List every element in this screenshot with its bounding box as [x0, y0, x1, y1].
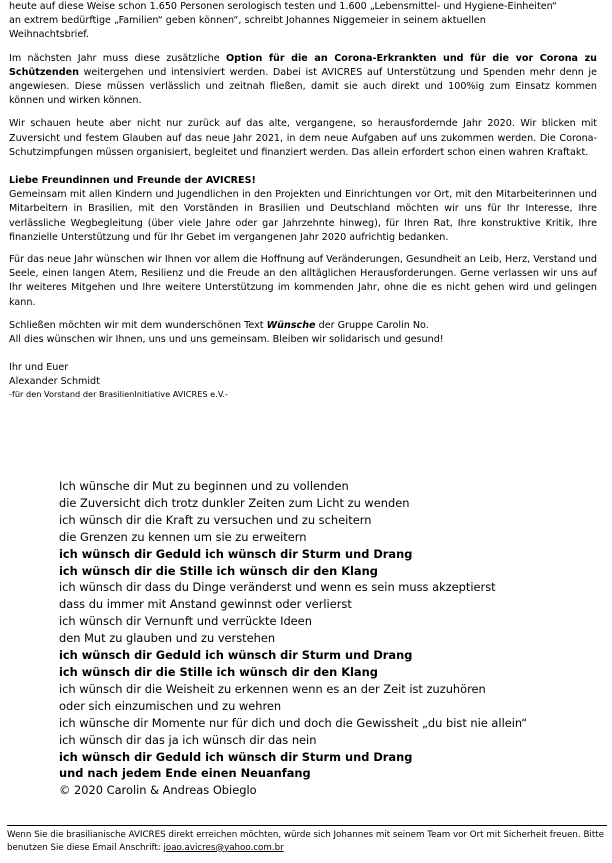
poem-line: die Grenzen zu kennen um sie zu erweitern: [59, 529, 307, 544]
poem-refrain-line: ich wünsch dir die Stille ich wünsch dir den Klang: [59, 563, 378, 578]
option-highlight: Option für die an Corona-Erkrankten und für die vor Corona zu: [225, 52, 597, 64]
option-paragraph: [9, 52, 597, 109]
signature-role: -für den Vorstand der BrasilienInitiative AVICRES e.V.-: [9, 389, 228, 400]
closing-pre: Schließen möchten wir mit dem wunderschönen Text: [9, 319, 267, 331]
signature-salutation: Ihr und Euer: [9, 362, 69, 374]
poem-refrain-line: ich wünsch dir Geduld ich wünsch dir Sturm und Drang: [59, 546, 413, 561]
poem-line: Ich wünsche dir Mut zu beginnen und zu vollenden: [59, 479, 349, 493]
closing-post: der Gruppe Carolin No.: [315, 319, 429, 331]
intro-paragraph: [9, 0, 597, 43]
option-text-pre: Im nächsten Jahr muss diese zusätzliche: [9, 52, 226, 64]
intro-line: heute auf diese Weise schon 1.650 Personen serologisch testen und 1.600 „Lebensmittel- und Hygiene-Einheiten“: [9, 1, 557, 12]
footer-note: [7, 825, 607, 854]
review-paragraph: Wir schauen heute aber nicht nur zurück auf das alte, vergangene, so herausfordernde Jahr 2020. Wir blicken mit Zuversicht und festem Glauben auf das neue Jahr 2021, in dem neue Aufgaben auf uns zukommen werden. Die Corona-Schutzimpfungen müssen organisiert, begleitet und finanziert werden. Das allein erfordert schon einen wahren Kraftakt.: [9, 118, 597, 158]
poem-line: den Mut zu glauben und zu verstehen: [59, 631, 276, 646]
signature-name: Alexander Schmidt: [9, 375, 100, 387]
intro-line: Weihnachtsbrief.: [9, 29, 89, 41]
wishes-paragraph: Für das neue Jahr wünschen wir Ihnen vor allem die Hoffnung auf Veränderungen, Gesundheit an Leib, Herz, Verstand und Seele, einen langen Atem, Resilienz und die Freude an den alltäglichen Herausforderungen. Gerne verlassen wir uns auf Ihr weiteres Mitgehen und Ihre weitere Unterstützung im kommenden Jahr, ohne die es nicht gehen wird und gelingen kann.: [9, 254, 597, 308]
intro-line: an extrem bedürftige „Familien“ geben können“, schreibt Johannes Niggemeier in seinem aktuellen: [9, 15, 486, 27]
poem-line: dass du immer mit Anstand gewinnst oder verlierst: [59, 597, 352, 612]
option-text-post: weitergehen und intensiviert werden. Dabei ist AVICRES auf Unterstützung und Spenden mehr denn je angewiesen. Diese müssen verlässlich und zeitnah fließen, damit sie auch direkt und 100%ig zum Einsatz kommen können und wirken können.: [9, 66, 597, 107]
poem-refrain-line: und nach jedem Ende einen Neuanfang: [59, 766, 311, 781]
footer-text: Wenn Sie die brasilianische AVICRES direkt erreichen möchten, würde sich Johannes mit seinem Team vor Ort mit Sicherheit freuen. Bitte benutzen Sie diese Email Anschrift:: [7, 830, 604, 853]
signature: [9, 361, 597, 402]
poem-line: oder sich einzumischen und zu wehren: [59, 698, 282, 713]
poem: [59, 478, 527, 799]
contact-email-link[interactable]: joao.avicres@yahoo.com.br: [163, 842, 284, 853]
poem-refrain-line: ich wünsch dir Geduld ich wünsch dir Sturm und Drang: [59, 749, 413, 764]
poem-line: ich wünsch dir die Kraft zu versuchen und zu scheitern: [59, 512, 372, 527]
poem-title: Wünsche: [266, 319, 316, 331]
poem-line: ich wünsche dir Momente nur für dich und doch die Gewissheit „du bist nie allein“: [59, 715, 528, 730]
closing-line: [9, 319, 597, 333]
thanks-paragraph: Gemeinsam mit allen Kindern und Jugendlichen in den Projekten und Einrichtungen vor Ort, mit den Mitarbeiterinnen und Mitarbeitern in Brasilien, mit den Vorständen in Brasilien und Deutschland möchten wir uns für Ihr Interesse, Ihre verlässliche Wegbegleitung (über viele Jahre oder gar Jahrzehnte hinweg), für Ihren Rat, Ihre konstruktive Kritik, Ihre finanzielle Unterstützung und für Ihr Gebet im vergangenen Jahr 2020 aufrichtig bedanken.: [9, 189, 597, 243]
letter-body: [9, 0, 597, 402]
option-highlight-2: Schützenden: [9, 66, 79, 78]
poem-copyright: © 2020 Carolin & Andreas Obieglo: [59, 783, 257, 798]
poem-line: ich wünsch dir die Weisheit zu erkennen wenn es an der Zeit ist zuzuhören: [59, 681, 486, 696]
closing-line-2: All dies wünschen wir Ihnen, uns und uns gemeinsam. Bleiben wir solidarisch und gesund!: [9, 334, 444, 346]
poem-line: ich wünsch dir dass du Dinge veränderst und wenn es sein muss akzeptierst: [59, 580, 496, 595]
poem-line: ich wünsch dir Vernunft und verrückte Ideen: [59, 614, 312, 629]
poem-refrain-line: ich wünsch dir die Stille ich wünsch dir den Klang: [59, 664, 378, 679]
closing-paragraph: [9, 319, 597, 347]
poem-line: ich wünsch dir das ja ich wünsch dir das nein: [59, 732, 317, 747]
greeting-heading: Liebe Freundinnen und Freunde der AVICRES!: [9, 175, 256, 187]
thanks-block: [9, 174, 597, 245]
poem-line: die Zuversicht dich trotz dunkler Zeiten zum Licht zu wenden: [59, 495, 410, 510]
poem-refrain-line: ich wünsch dir Geduld ich wünsch dir Sturm und Drang: [59, 648, 413, 663]
